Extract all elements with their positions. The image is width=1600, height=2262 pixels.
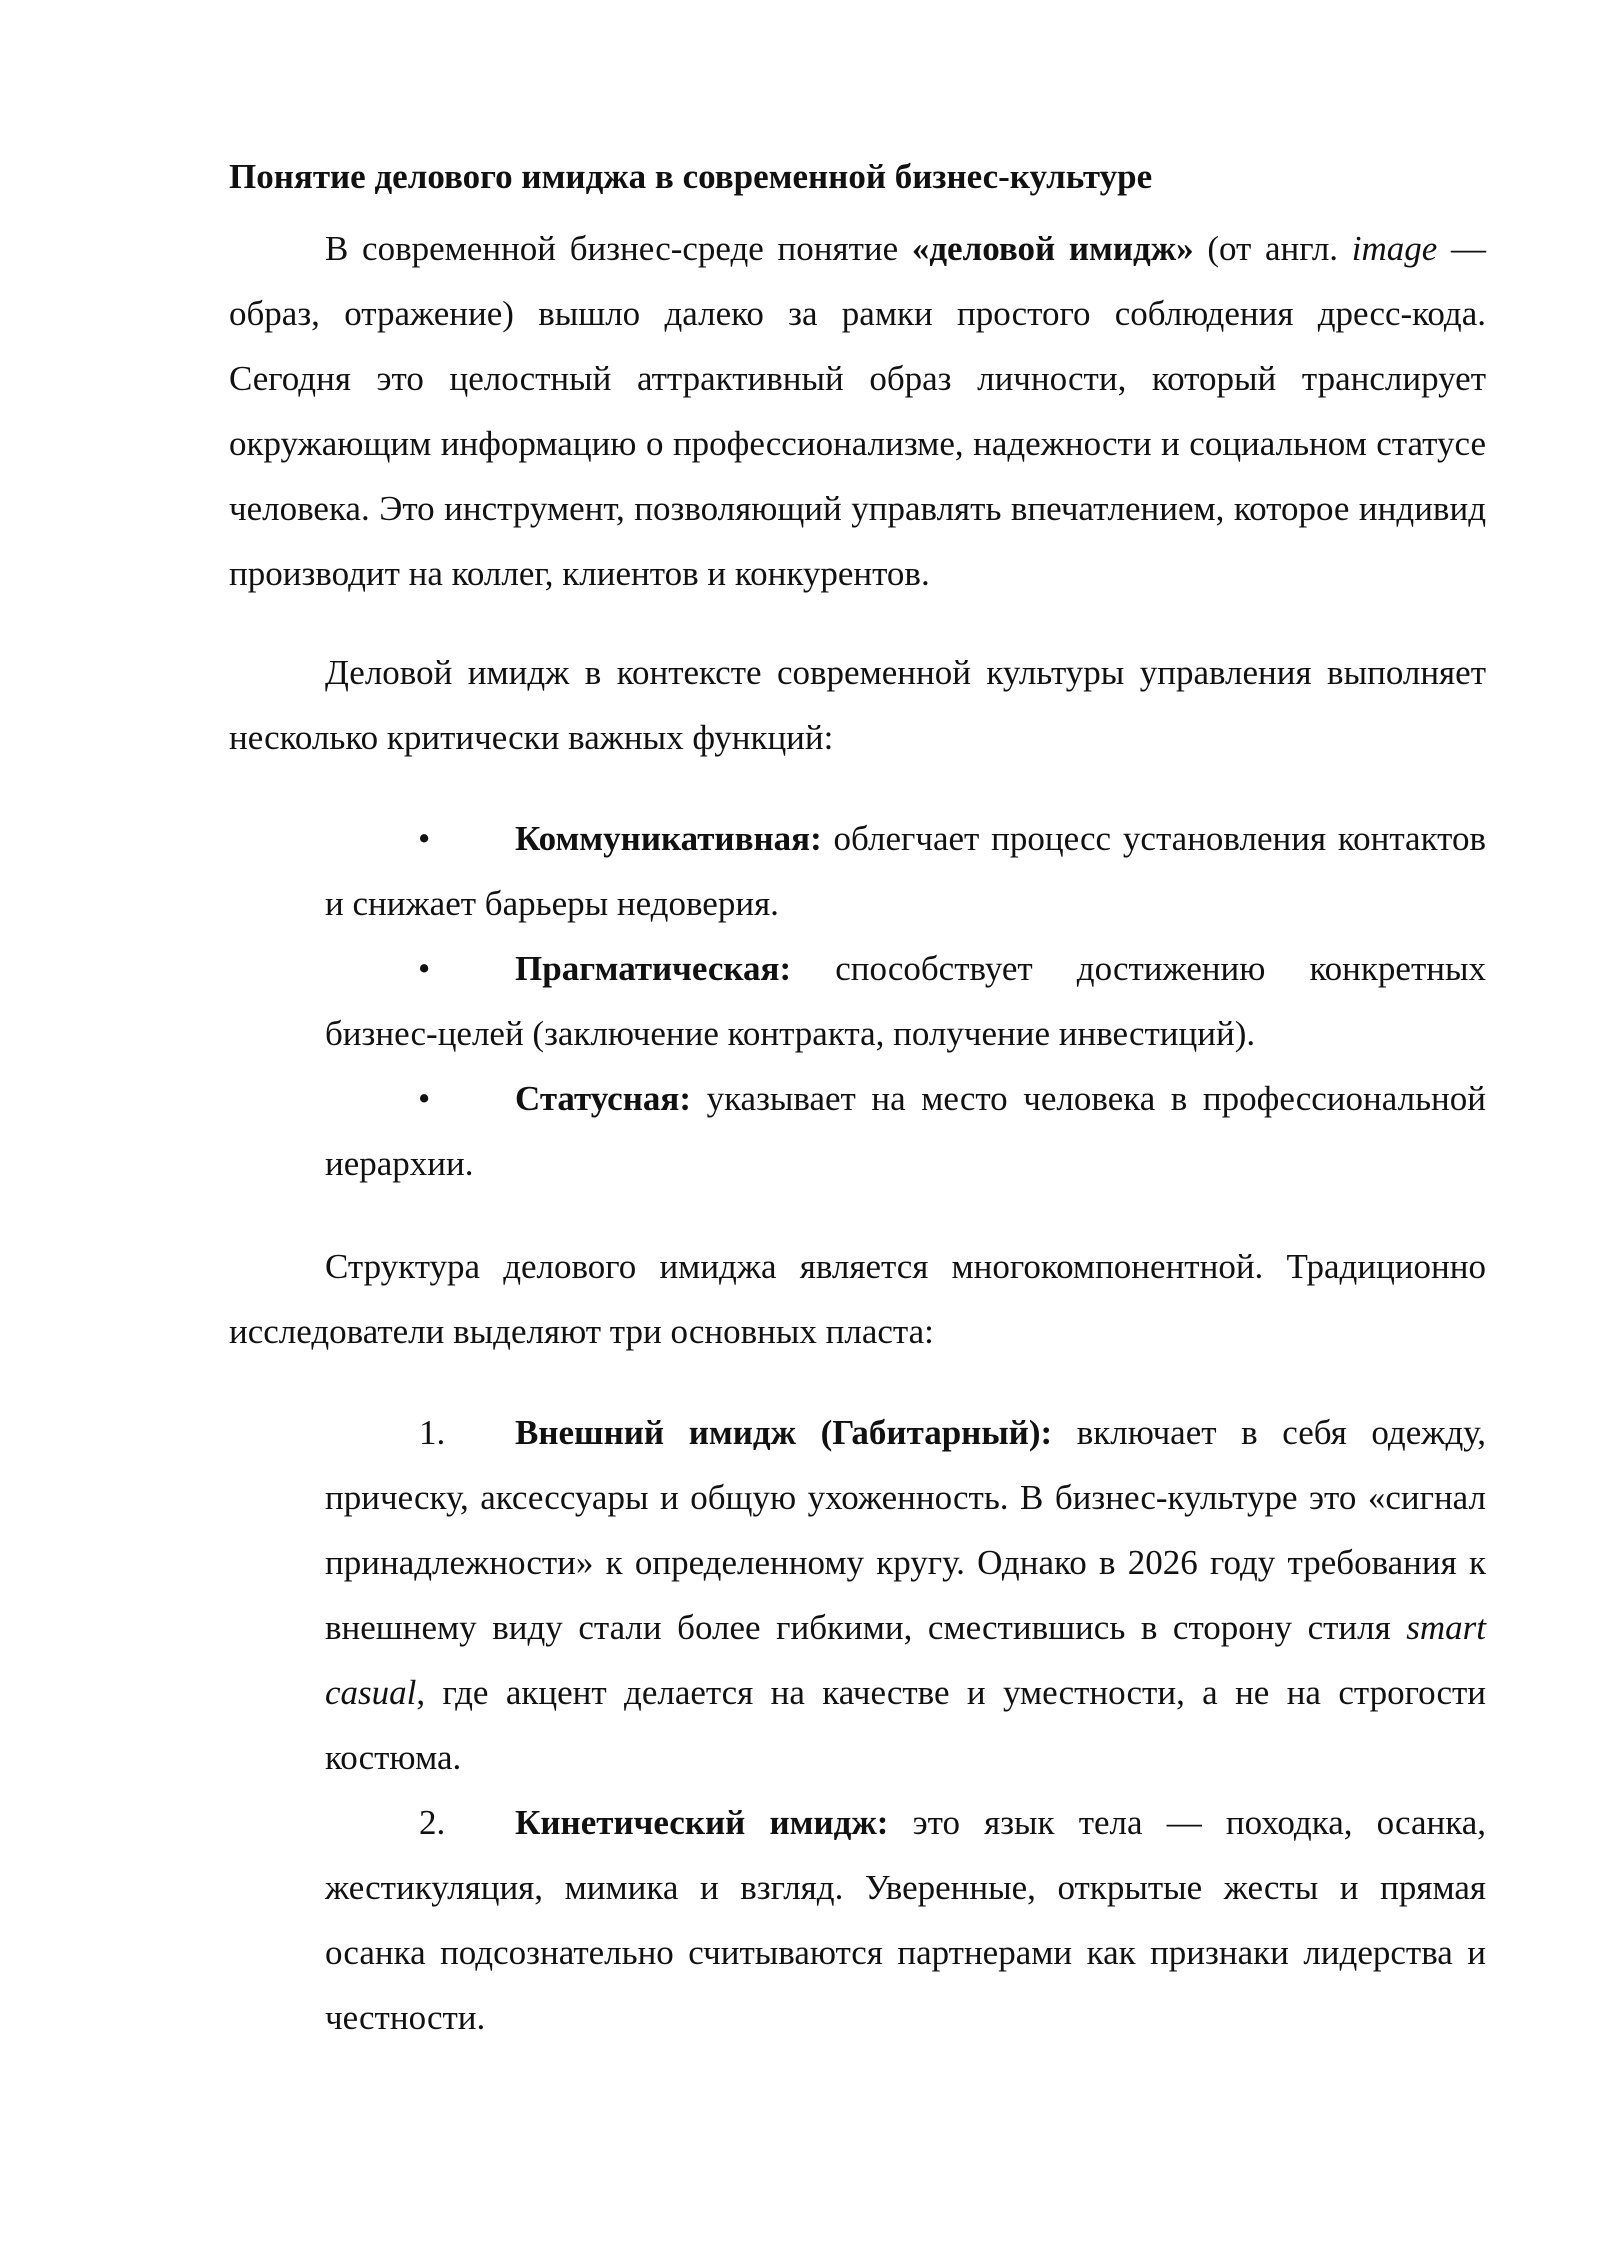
functions-list [229,806,1486,1196]
bullet-marker: • [418,1079,431,1118]
list-item [325,806,1486,936]
intro-foreign-word: image [1351,229,1438,268]
number-marker: 1. [419,1413,446,1452]
list-item-term: Прагматическая: [515,949,792,988]
list-item [325,936,1486,1066]
list-item-text-end: , где акцент делается на качестве и уместности, а не на строгости костюма. [325,1673,1486,1777]
list-item-term: Статусная: [515,1079,691,1118]
bullet-marker: • [418,949,431,988]
list-item-text: включает в себя одежду, прическу, аксессуары и общую ухоженность. В бизнес-культуре это «сигнал принадлежности» к определенному кругу. Однако в 2026 году требования к внешнему виду стали более гибкими, сместившись в сторону стиля [325,1413,1486,1647]
bullet-marker: • [418,819,431,858]
intro-text-between: (от англ. [1193,229,1352,268]
list-item [325,1790,1486,2050]
list-item-text: облегчает процесс установления контактов и снижает барьеры недоверия. [325,819,1486,923]
intro-text-end: — образ, отражение) вышло далеко за рамки простого соблюдения дресс-кода. Сегодня это целостный аттрактивный образ личности, который транслирует окружающим информацию о профессионализме, надежности и социальном статусе человека. Это инструмент, позволяющий управлять впечатлением, которое индивид производит на коллег, клиентов и конкурентов. [229,229,1486,593]
list-item-text: это язык тела — походка, осанка, жестикуляция, мимика и взгляд. Уверенные, открытые жесты и прямая осанка подсознательно считываются партнерами как признаки лидерства и честности. [325,1803,1486,2037]
intro-text-start: В современной бизнес-среде понятие [325,229,912,268]
list-item-term: Внешний имидж (Габитарный): [515,1413,1053,1452]
list-item-italic: smart casual [325,1608,1486,1712]
list-item-text: указывает на место человека в профессиональной иерархии. [325,1079,1486,1183]
number-marker: 2. [419,1803,446,1842]
list-item [325,1400,1486,1790]
document-title: Понятие делового имиджа в современной бизнес-культуре [229,157,1153,196]
functions-intro-paragraph: Деловой имидж в контексте современной культуры управления выполняет несколько критически важных функций: [229,653,1486,757]
list-item [325,1066,1486,1196]
list-item-text: способствует достижению конкретных бизнес-целей (заключение контракта, получение инвестиций). [325,949,1486,1053]
list-item-term: Коммуникативная: [515,819,822,858]
list-item-term: Кинетический имидж: [515,1803,889,1842]
intro-term: «деловой имидж» [911,229,1194,268]
layers-list [229,1400,1486,2050]
intro-paragraph [229,216,1486,606]
structure-intro-paragraph: Структура делового имиджа является многокомпонентной. Традиционно исследователи выделяют три основных пласта: [229,1247,1486,1351]
